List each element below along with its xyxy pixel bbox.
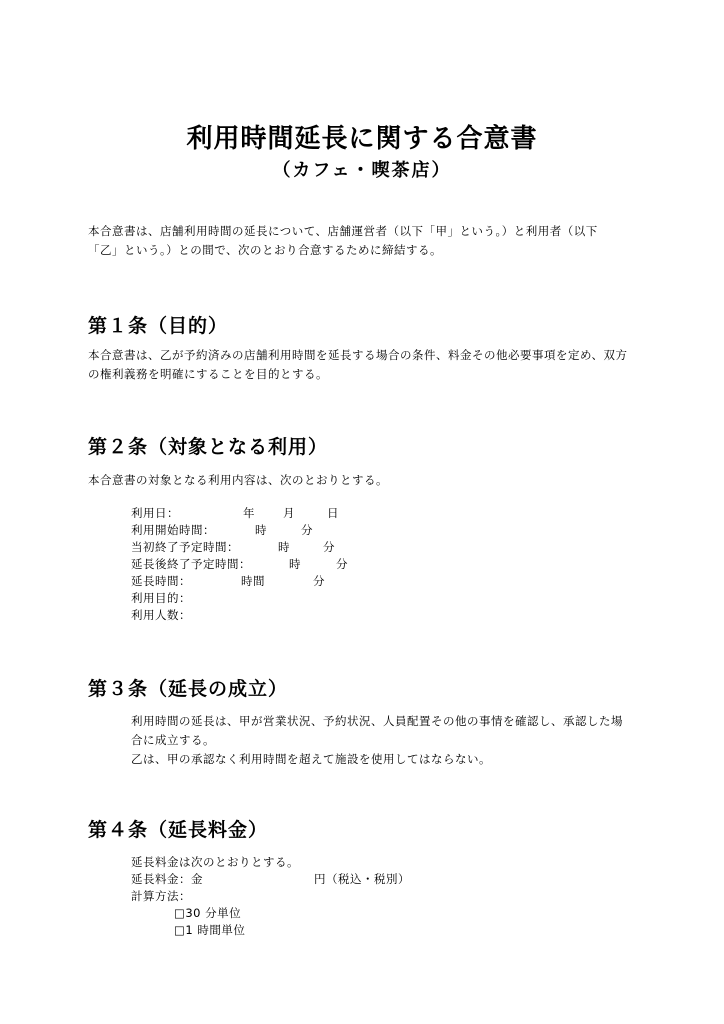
field-unit-hour: 時: [289, 557, 301, 571]
field-label-date: 利用日：: [131, 506, 179, 520]
method-row: [131, 888, 651, 905]
field-unit-year: 年: [243, 506, 255, 520]
article-4-body: [131, 854, 651, 939]
field-label-start: 利用開始時間：: [131, 523, 215, 537]
field-unit-minute: 分: [313, 574, 325, 588]
article-4-heading: 第４条（延長料金）: [88, 819, 269, 841]
preamble-line: 「乙」という。）との間で、次のとおり合意するために締結する。: [88, 243, 443, 257]
field-label-extended-end: 延長後終了予定時間：: [131, 557, 251, 571]
fee-unit: 円（税込・税別）: [314, 872, 410, 886]
field-unit-minute: 分: [336, 557, 348, 571]
field-row-extended-end: [131, 556, 651, 573]
field-label-people: 利用人数：: [131, 608, 191, 622]
field-row-start: [131, 522, 651, 539]
article-3-body: [131, 712, 651, 769]
article-4-intro-row: [131, 854, 651, 871]
field-row-purpose: [131, 590, 651, 607]
field-label-purpose: 利用目的：: [131, 591, 191, 605]
field-unit-hour: 時: [278, 540, 290, 554]
article-1-line: 本合意書は、乙が予約済みの店舗利用時間を延長する場合の条件、料金その他必要事項を定め、双方: [88, 348, 628, 362]
option-30-minutes[interactable]: □30 分単位: [174, 906, 242, 920]
field-label-initial-end: 当初終了予定時間：: [131, 540, 239, 554]
option-1-hour[interactable]: □1 時間単位: [174, 923, 246, 937]
preamble-line: 本合意書は、店舗利用時間の延長について、店舗運営者（以下「甲」という。）と利用者（以下: [88, 224, 598, 238]
field-unit-day: 日: [327, 506, 339, 520]
document-title: 利用時間延長に関する合意書: [186, 124, 538, 154]
fee-label: 延長料金：金: [131, 872, 203, 886]
article-2-intro: [88, 471, 648, 490]
field-row-people: [131, 607, 651, 624]
article-2-heading: 第２条（対象となる利用）: [88, 436, 329, 458]
article-3-line: 乙は、甲の承認なく利用時間を超えて施設を使用してはならない。: [131, 752, 491, 766]
fee-row: [131, 871, 651, 888]
article-1-heading: 第１条（目的）: [88, 315, 229, 337]
article-1-line: の権利義務を明確にすることを目的とする。: [88, 367, 328, 381]
field-unit-minute: 分: [301, 523, 313, 537]
field-unit-hour: 時: [255, 523, 267, 537]
method-label: 計算方法：: [131, 889, 191, 903]
field-row-extension: [131, 573, 651, 590]
field-unit-hours: 時間: [241, 574, 265, 588]
field-label-extension: 延長時間：: [131, 574, 191, 588]
article-4-intro: 延長料金は次のとおりとする。: [131, 855, 299, 869]
document-subtitle: （カフェ・喫茶店）: [272, 160, 452, 181]
field-unit-month: 月: [283, 506, 295, 520]
field-unit-minute: 分: [323, 540, 335, 554]
preamble: [88, 222, 648, 260]
article-2-intro-line: 本合意書の対象となる利用内容は、次のとおりとする。: [88, 473, 388, 487]
field-row-date: [131, 505, 651, 522]
article-1-body: [88, 346, 648, 384]
field-row-initial-end: [131, 539, 651, 556]
article-3-line: 合に成立する。: [131, 733, 215, 747]
article-3-line: 利用時間の延長は、甲が営業状況、予約状況、人員配置その他の事情を確認し、承認した場: [131, 714, 623, 728]
article-3-heading: 第３条（延長の成立）: [88, 678, 289, 700]
usage-fields: [131, 505, 651, 624]
